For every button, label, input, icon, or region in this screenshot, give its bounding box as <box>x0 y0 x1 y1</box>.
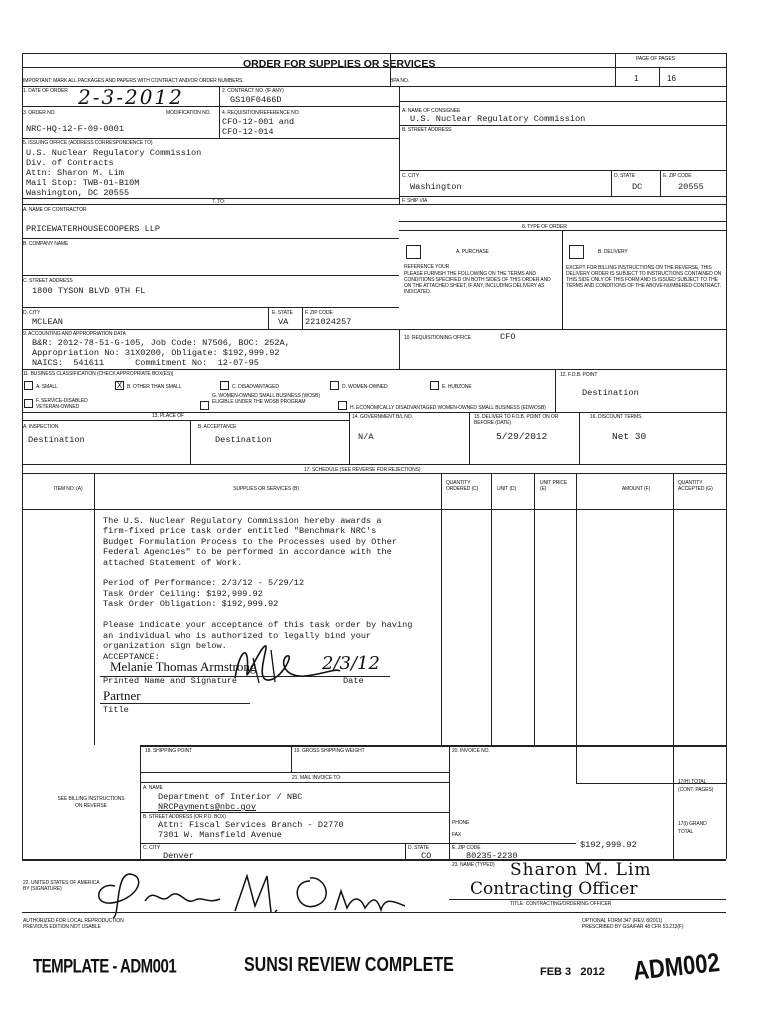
contractor-state-label: E. STATE <box>272 310 293 316</box>
page-count: 16 <box>667 74 676 83</box>
mail-city-label: C. CITY <box>143 845 161 851</box>
deliver-by-label: 15. DELIVER TO F.O.B. POINT ON OR BEFORE (DATE) <box>474 414 559 426</box>
acceptance: Destination <box>215 435 272 445</box>
adm-stamp: ADM002 <box>631 946 722 986</box>
schedule-line-9: Task Order Obligation: $192,999.92 <box>103 599 279 609</box>
accounting-label: 9. ACCOUNTING AND APPROPRIATION DATA <box>23 331 126 337</box>
date-of-order: 2-3-2012 <box>78 85 184 109</box>
contractor-street: 1800 TYSON BLVD 9TH FL <box>32 286 146 296</box>
title-label: Title <box>103 705 129 715</box>
accounting-line-2: Appropriation No: 31X0200, Obligate: $192,999.92 <box>32 348 280 358</box>
requisition-label: 4. REQUISITION/REFERENCE NO. <box>222 110 300 116</box>
col-quantity-ordered: QUANTITY ORDERED (C) <box>446 480 479 492</box>
contractor-street-label: C. STREET ADDRESS <box>23 278 73 284</box>
order-no: NRC-HQ-12-F-09-0001 <box>26 124 124 134</box>
optional-form: OPTIONAL FORM 347 (REV. 8/2011) <box>582 918 663 924</box>
authorized-note: AUTHORIZED FOR LOCAL REPRODUCTION <box>23 918 124 924</box>
purchase-label: A. PURCHASE <box>456 249 489 255</box>
mail-invoice-label: 21. MAIL INVOICE TO: <box>292 775 342 781</box>
hubzone-checkbox[interactable] <box>430 381 439 390</box>
acceptor-name: Melanie Thomas Armstrong <box>110 659 257 674</box>
issuing-line-2: Div. of Contracts <box>26 158 114 168</box>
date-stamp: FEB 3 2012 <box>540 966 605 978</box>
modification-label: MODIFICATION NO. <box>166 110 211 116</box>
company-name-label: B. COMPANY NAME <box>23 241 69 247</box>
delivery-checkbox[interactable] <box>569 245 584 259</box>
us-signature-label: 22. UNITED STATES OF AMERICA BY (SIGNATURE) <box>23 880 100 892</box>
disadvantaged-label: C. DISADVANTAGED <box>232 384 279 390</box>
ship-city-label: C. CITY <box>402 173 420 179</box>
edwosb-checkbox[interactable] <box>338 401 347 410</box>
date-of-order-label: 1. DATE OF ORDER <box>23 88 68 94</box>
mail-name-line-2: NRCPayments@nbc.gov <box>158 802 256 812</box>
form-title: ORDER FOR SUPPLIES OR SERVICES <box>243 58 436 70</box>
issuing-line-1: U.S. Nuclear Regulatory Commission <box>26 148 202 158</box>
ship-zip-label: E. ZIP CODE <box>663 173 692 179</box>
contract-no: GS10F0466D <box>230 95 282 105</box>
place-of-label: 13. PLACE OF <box>152 413 184 419</box>
requisitioning-office-label: 10. REQUISITIONING OFFICE <box>404 335 471 341</box>
mail-street-label: B. STREET ADDRESS (OR P.O. BOX) <box>143 814 226 820</box>
schedule-line-2: firm-fixed price task order entitled "Benchmark NRC's <box>103 526 377 536</box>
schedule-line-5: attached Statement of Work. <box>103 558 243 568</box>
discount-terms-label: 16. DISCOUNT TERMS <box>590 414 642 420</box>
bpa-label: BPA NO. <box>390 78 409 84</box>
small-label: A. SMALL <box>36 384 58 390</box>
schedule-line-14: ACCEPTANCE: <box>103 652 160 662</box>
reference-label: REFERENCE YOUR <box>404 264 450 270</box>
sdvo-label: F. SERVICE-DISABLED VETERAN-OWNED <box>36 398 88 410</box>
col-item-no: ITEM NO. (A) <box>53 486 83 492</box>
signer-title: Contracting Officer <box>470 879 638 899</box>
grand-total-amount: $192,999.92 <box>580 840 637 850</box>
requisitioning-office: CFO <box>500 332 516 342</box>
inspection: Destination <box>28 435 85 445</box>
prescribed-by: PRESCRIBED BY GSA/FAR 48 CFR 53.213(F) <box>582 924 684 930</box>
shipping-point-label: 18. SHIPPING POINT <box>145 748 193 754</box>
edwosb-label: H. ECONOMICALLY DISADVANTAGED WOMEN-OWNED SMALL BUSINESS (EDWOSB) <box>350 405 546 411</box>
issuing-line-5: Washington, DC 20555 <box>26 188 130 198</box>
contractor-state: VA <box>278 317 289 327</box>
template-stamp: TEMPLATE - ADM001 <box>33 955 177 978</box>
mail-street-line-2: 7301 W. Mansfield Avenue <box>158 830 282 840</box>
schedule-line-4: Federal Agencies" to be performed in accordance with the <box>103 547 392 557</box>
ship-zip: 20555 <box>678 182 704 192</box>
acceptor-title: Partner <box>103 688 141 703</box>
fob-label: 12. F.O.B. POINT <box>560 372 598 378</box>
total-cont-pages-label: 17(H) TOTAL (CONT. PAGES) <box>678 779 714 793</box>
contractor-city: MCLEAN <box>32 317 63 327</box>
delivery-label: B. DELIVERY <box>598 249 628 255</box>
schedule-line-1: The U.S. Nuclear Regulatory Commission hereby awards a <box>103 516 382 526</box>
contractor-zip-label: F. ZIP CODE <box>305 310 333 316</box>
accounting-line-1: B&R: 2012-78-51-G-105, Job Code: N7506, BOC: 252A, <box>32 338 290 348</box>
schedule-line-11: Please indicate your acceptance of this task order by having <box>103 620 413 630</box>
contracting-officer-signature <box>85 866 415 926</box>
mail-state: CO <box>421 851 432 861</box>
deliver-by-date: 5/29/2012 <box>496 431 548 442</box>
contractor-name-label: A. NAME OF CONTRACTOR <box>23 207 87 213</box>
grand-total-label: 17(I) GRAND TOTAL <box>678 821 707 835</box>
contract-no-label: 2. CONTRACT NO. (IF ANY) <box>222 88 284 94</box>
schedule-line-3: Budget Formulation Process to the Processes used by Other <box>103 537 397 547</box>
order-no-label: 3. ORDER NO. <box>23 110 56 116</box>
sunsi-stamp: SUNSI REVIEW COMPLETE <box>244 954 454 976</box>
invoice-no-label: 20. INVOICE NO. <box>452 748 490 754</box>
see-billing-label: SEE BILLING INSTRUCTIONS ON REVERSE <box>57 796 125 809</box>
col-unit: UNIT (D) <box>497 486 517 492</box>
gbl: N/A <box>358 432 374 442</box>
issuing-office-label: 5. ISSUING OFFICE (ADDRESS CORRESPONDENCE TO) <box>23 140 153 146</box>
mail-zip-label: E. ZIP CODE <box>452 845 481 851</box>
acceptance-date: 2/3/12 <box>322 653 380 674</box>
important-note: IMPORTANT: MARK ALL PACKAGES AND PAPERS WITH CONTRACT AND/OR ORDER NUMBERS. <box>23 78 244 84</box>
ship-state-label: D. STATE <box>614 173 635 179</box>
col-unit-price: UNIT PRICE (E) <box>540 480 568 492</box>
purchase-text: PLEASE FURNISH THE FOLLOWING ON THE TERMS AND CONDITIONS SPECIFIED ON BOTH SIDES OF THIS ORDER AND ON THE ATTACHED SHEET, IF ANY, INCLUDING DELIVERY AS INDICATED. <box>404 271 551 295</box>
business-class-label: 11. BUSINESS CLASSIFICATION (CHECK APPROPRIATE BOX(ES)) <box>23 371 174 377</box>
purchase-checkbox[interactable] <box>406 245 421 259</box>
mail-name-line-1: Department of Interior / NBC <box>158 792 303 802</box>
contractor-zip: 221024257 <box>305 317 352 327</box>
other-than-small-label: B. OTHER THAN SMALL <box>127 384 182 390</box>
acceptance-label: B. ACCEPTANCE <box>198 424 237 430</box>
small-checkbox[interactable] <box>24 381 33 390</box>
schedule-line-7: Period of Performance: 2/3/12 - 5/29/12 <box>103 578 305 588</box>
phone-label: PHONE <box>452 820 470 826</box>
wosb-label: G. WOMEN-OWNED SMALL BUSINESS (WOSB) ELIGIBLE UNDER THE WOSB PROGRAM <box>212 393 320 405</box>
other-than-small-checkbox[interactable]: X <box>116 381 123 390</box>
schedule-line-13: organization sign below. <box>103 641 227 651</box>
schedule-line-12: an individual who is authorized to legally bind your <box>103 631 372 641</box>
signer-name-label: 23. NAME (TYPED) <box>452 862 495 868</box>
delivery-text: EXCEPT FOR BILLING INSTRUCTIONS ON THE REVERSE, THIS DELIVERY ORDER IS SUBJECT TO INSTRUCTIONS CONTAINED ON THIS SIDE ONLY OF THIS FORM AND IS ISSUED SUBJECT TO THE TERMS AND CONDITIONS OF THE ABOVE-NUMBERED CONTRACT. <box>566 265 722 289</box>
type-of-order-label: 8. TYPE OF ORDER <box>522 224 567 230</box>
consignee-label: A. NAME OF CONSIGNEE <box>402 108 461 114</box>
to-label: 7. TO: <box>212 199 226 205</box>
printed-name-label: Printed Name and Signature <box>103 676 238 686</box>
accounting-line-3: NAICS: 541611 Commitment No: 12-07-95 <box>32 358 259 368</box>
mail-city: Denver <box>163 851 194 861</box>
requisition-line-1: CFO-12-001 and <box>222 117 295 127</box>
ship-city: Washington <box>410 182 462 192</box>
discount-terms: Net 30 <box>612 431 647 442</box>
mail-name-label: A. NAME <box>143 785 163 791</box>
previous-edition-note: PREVIOUS EDITION NOT USABLE <box>23 924 101 930</box>
issuing-line-4: Mail Stop: TWB-01-B10M <box>26 178 140 188</box>
col-amount: AMOUNT (F) <box>621 486 651 492</box>
date-label: Date <box>343 676 364 686</box>
contractor-city-label: D. CITY <box>23 310 41 316</box>
schedule-label: 17. SCHEDULE (SEE REVERSE FOR REJECTIONS) <box>304 467 421 473</box>
schedule-line-8: Task Order Ceiling: $192,999.92 <box>103 589 263 599</box>
mail-state-label: D. STATE <box>408 845 429 851</box>
fob-point: Destination <box>582 388 639 398</box>
mail-street-line-1: Attn: Fiscal Services Branch - D2770 <box>158 820 344 830</box>
contractor-name: PRICEWATERHOUSECOOPERS LLP <box>26 224 161 234</box>
issuing-line-3: Attn: Sharon M. Lim <box>26 168 124 178</box>
inspection-label: A. INSPECTION <box>23 424 59 430</box>
disadvantaged-checkbox[interactable] <box>220 381 229 390</box>
women-owned-checkbox[interactable] <box>330 381 339 390</box>
ship-street-label: B. STREET ADDRESS <box>402 127 452 133</box>
signer-title-label: TITLE: CONTRACTING/ORDERING OFFICER <box>510 901 612 907</box>
fax-label: FAX <box>452 832 462 838</box>
sdvo-checkbox[interactable] <box>24 399 33 408</box>
signer-name: Sharon M. Lim <box>510 860 652 880</box>
hubzone-label: E. HUBZONE <box>442 384 472 390</box>
ship-via-label: F. SHIP VIA <box>402 198 428 204</box>
requisition-line-2: CFO-12-014 <box>222 127 274 137</box>
page-label: PAGE OF PAGES <box>636 56 675 62</box>
page-number: 1 <box>634 74 639 83</box>
wosb-checkbox[interactable] <box>200 401 209 410</box>
shipping-weight-label: 19. GROSS SHIPPING WEIGHT <box>294 748 365 754</box>
mail-zip: 80235-2230 <box>466 851 518 861</box>
gbl-label: 14. GOVERNMENT B/L NO. <box>352 414 413 420</box>
women-owned-label: D. WOMEN-OWNED <box>342 384 388 390</box>
col-quantity-accepted: QUANTITY ACCEPTED (G) <box>678 480 713 492</box>
consignee: U.S. Nuclear Regulatory Commission <box>410 114 586 124</box>
ship-state: DC <box>632 182 643 192</box>
col-supplies: SUPPLIES OR SERVICES (B) <box>233 486 299 492</box>
